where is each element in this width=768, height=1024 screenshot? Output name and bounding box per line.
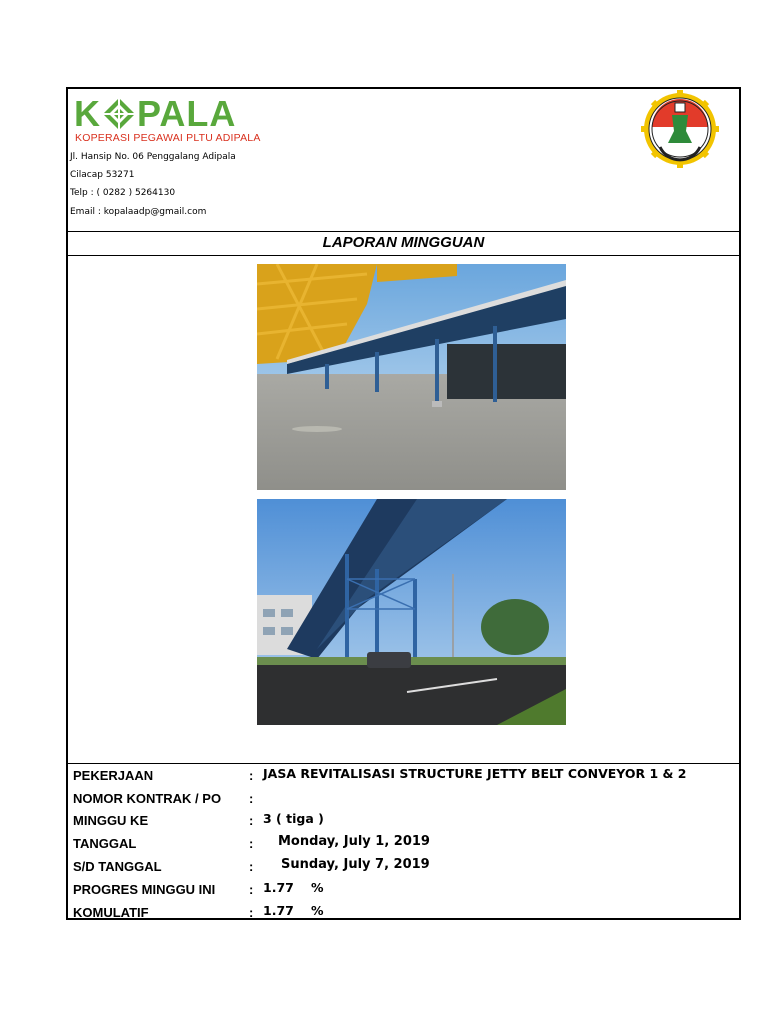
colon: :	[249, 859, 254, 874]
label-nomor-kontrak: NOMOR KONTRAK / PO	[73, 791, 222, 806]
label-progres: PROGRES MINGGU INI	[73, 882, 216, 897]
label-tanggal: TANGGAL	[73, 836, 137, 851]
cooperative-seal-icon	[639, 89, 721, 169]
label-pekerjaan: PEKERJAAN	[73, 768, 154, 783]
photo-conveyor-jetty-2	[257, 499, 566, 725]
value-sd-tanggal: Sunday, July 7, 2019	[281, 857, 430, 872]
label-sd-tanggal: S/D TANGGAL	[73, 859, 162, 874]
colon: :	[249, 836, 254, 851]
logo-letters-pala: PALA	[137, 93, 237, 134]
logo-subtitle: KOPERASI PEGAWAI PLTU ADIPALA	[75, 132, 261, 144]
label-minggu-ke: MINGGU KE	[73, 813, 149, 828]
value-progres: 1.77	[263, 880, 294, 895]
divider-title	[68, 255, 739, 256]
email-line: Email : kopalaadp@gmail.com	[70, 207, 207, 217]
info-row-tanggal	[73, 836, 739, 858]
value-pekerjaan: JASA REVITALISASI STRUCTURE JETTY BELT CONVEYOR 1 & 2	[263, 766, 687, 781]
report-frame	[66, 87, 741, 920]
address-line-1: Jl. Hansip No. 06 Penggalang Adipala	[70, 152, 236, 162]
colon: :	[249, 882, 254, 897]
colon: :	[249, 813, 254, 828]
value-komulatif: 1.77	[263, 903, 294, 918]
unit-progres: %	[311, 880, 324, 895]
info-row-pekerjaan	[73, 768, 739, 790]
divider-header	[68, 231, 739, 232]
info-row-progres	[73, 882, 739, 904]
info-row-nomor-kontrak	[73, 791, 739, 813]
phone-line: Telp : ( 0282 ) 5264130	[70, 188, 176, 198]
photo-conveyor-jetty-1	[257, 264, 566, 490]
divider-info	[68, 763, 739, 764]
colon: :	[249, 905, 254, 920]
page-title: LAPORAN MINGGUAN	[322, 234, 485, 251]
info-row-komulatif	[73, 905, 739, 927]
kopala-logo	[74, 93, 261, 144]
unit-komulatif: %	[311, 903, 324, 918]
colon: :	[249, 791, 254, 806]
colon: :	[249, 768, 254, 783]
value-minggu-ke: 3 ( tiga )	[263, 811, 324, 826]
logo-diamond-icon	[102, 97, 136, 131]
address-line-2: Cilacap 53271	[70, 170, 135, 180]
info-row-sd-tanggal	[73, 859, 739, 881]
logo-letter-k: K	[74, 93, 101, 134]
info-row-minggu-ke	[73, 813, 739, 835]
value-tanggal: Monday, July 1, 2019	[278, 834, 430, 849]
label-komulatif: KOMULATIF	[73, 905, 149, 920]
